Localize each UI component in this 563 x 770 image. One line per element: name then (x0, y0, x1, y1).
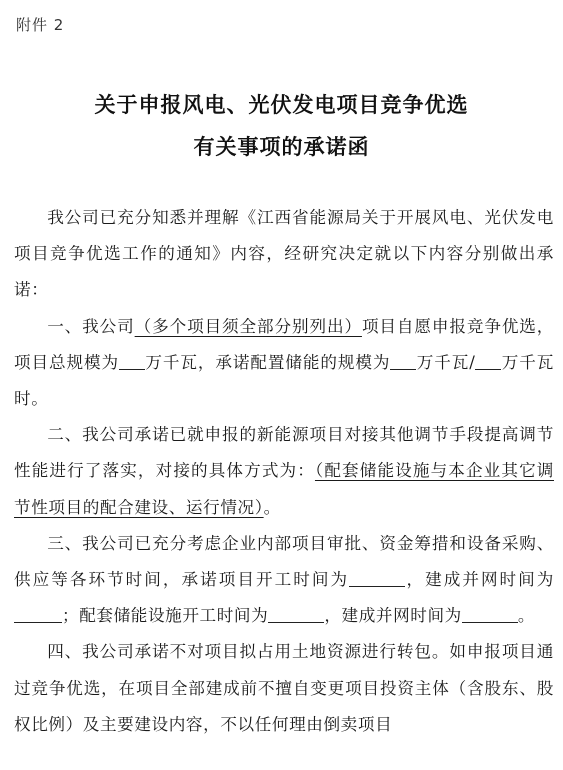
document-title-line-2: 有关事项的承诺函 (193, 134, 370, 159)
project-grid-date-blank[interactable] (14, 606, 62, 624)
item-1-text-2: 万千瓦，承诺配置储能的规模为 (145, 352, 391, 372)
item-3-text-3: ；配套储能设施开工时间为 (62, 606, 269, 626)
storage-power-blank[interactable] (390, 352, 416, 370)
item-2-suffix: 。 (263, 497, 281, 517)
item-3-text-5: 。 (517, 606, 536, 626)
storage-start-date-blank[interactable] (268, 606, 324, 624)
item-1-text-4: 万千瓦时。 (14, 352, 554, 409)
item-3-text-2: ，建成并网时间为 (405, 570, 554, 590)
document-body (14, 200, 554, 743)
item-3-text-4: ，建成并网时间为 (324, 606, 462, 626)
item-2-prefix: 二、我公司承诺已就申报的新能源项目对接其他调节手段提高调节性能进行了落实，对接的具体方式为： (14, 425, 554, 481)
intro-text: 我公司已充分知悉并理解《江西省能源局关于开展风电、光伏发电项目竞争优选工作的通知》内容，经研究决定就以下内容分别做出承诺： (14, 208, 554, 300)
item-2-underlined-note: （配套储能设施与本企业其它调节性项目的配合建设、运行情况） (14, 461, 554, 517)
total-capacity-blank[interactable] (119, 352, 145, 370)
item-1-text-3: 万千瓦/ (416, 352, 476, 372)
intro-paragraph (14, 200, 554, 309)
item-1-text-1: 项目自愿申报竞争优选，项目总规模为 (14, 316, 554, 372)
document-title-line-1: 关于申报风电、光伏发电项目竞争优选 (94, 92, 469, 117)
project-start-date-blank[interactable] (349, 569, 405, 587)
item-4-text: 四、我公司承诺不对项目拟占用土地资源进行转包。如申报项目通过竞争优选，在项目全部建成前不擅自变更项目投资主体（含股东、股权比例）及主要建设内容，不以任何理由倒卖项目 (14, 642, 554, 734)
commitment-item-2 (14, 417, 554, 526)
commitment-item-3 (14, 526, 554, 635)
item-1-prefix: 一、我公司 (47, 316, 135, 336)
attachment-label: 附件 2 (16, 16, 65, 34)
item-1-underlined-note: （多个项目须全部分别列出） (134, 316, 362, 336)
commitment-item-4 (14, 634, 554, 743)
storage-energy-blank[interactable] (475, 352, 501, 370)
item-3-text-1: 三、我公司已充分考虑企业内部项目审批、资金筹措和设备采购、供应等各环节时间，承诺项目开工时间为 (14, 533, 554, 590)
commitment-item-1 (14, 309, 554, 418)
storage-grid-date-blank[interactable] (462, 606, 518, 624)
